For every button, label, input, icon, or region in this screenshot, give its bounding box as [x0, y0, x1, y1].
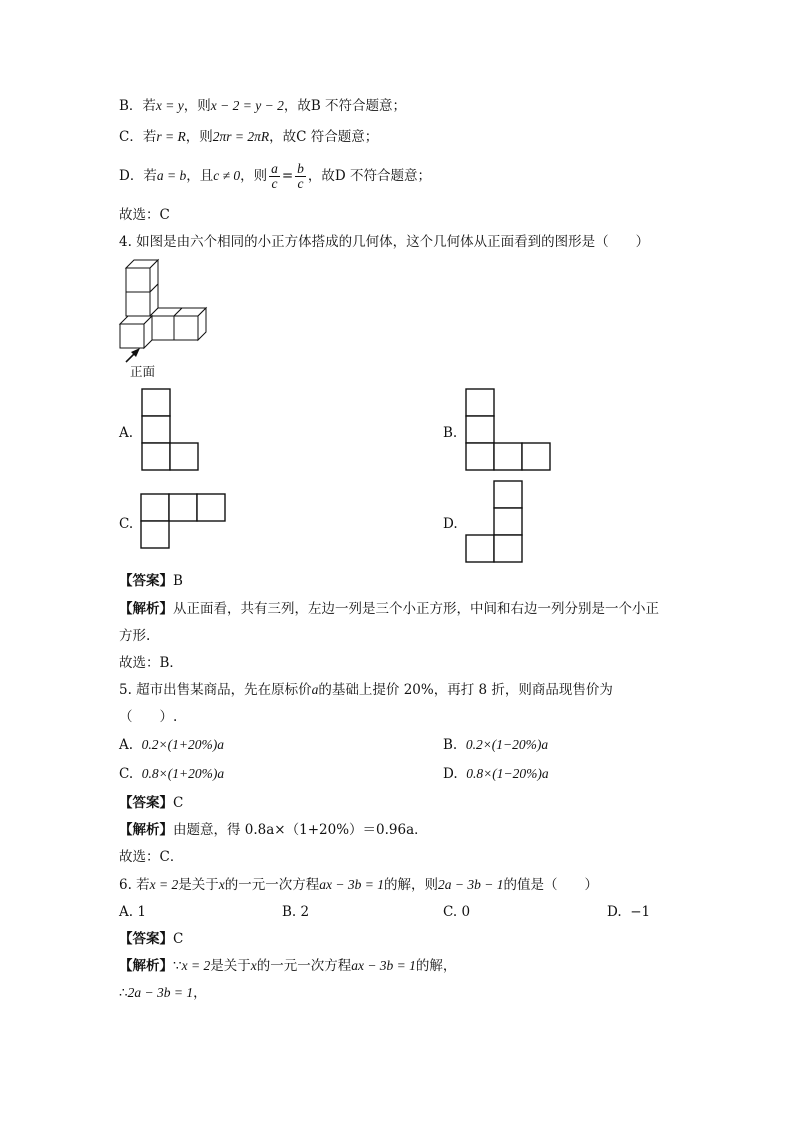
stem-text: 的一元一次方程 [224, 877, 320, 893]
option-label: C. [443, 904, 458, 920]
q6-option-d [607, 903, 650, 921]
q5-option-a [119, 736, 224, 754]
line-text: C．若 [119, 129, 157, 145]
fraction-denominator: c [271, 176, 278, 191]
q5-answer [119, 794, 183, 812]
analysis-tag: 【解析】 [119, 958, 173, 974]
q4-stem: 4. 如图是由六个相同的小正方体搭成的几何体，这个几何体从正面看到的图形是（ ） [119, 234, 650, 250]
option-label: B. [282, 904, 297, 920]
option-label: D. [443, 766, 458, 782]
option-label: C. [119, 766, 134, 782]
q4-option-b-label: B. [443, 425, 458, 441]
line-text: ，故C 符合题意； [269, 129, 379, 145]
line-text: ，则 [183, 98, 211, 114]
q5-stem-2: （ ）. [119, 709, 178, 725]
q4-option-b-figure [465, 388, 553, 472]
q4-option-a-figure [141, 388, 201, 472]
because-symbol: ∵ [173, 958, 182, 974]
answer-tag: 【答案】 [119, 573, 173, 589]
variable: x [218, 877, 225, 892]
equation: 2a − 3b − 1 [438, 877, 504, 892]
q6-conclusion [119, 984, 207, 1002]
line-text: B．若 [119, 98, 156, 114]
option-value: 2 [300, 904, 310, 920]
option-d-line [119, 160, 431, 192]
stem-text: 的解，则 [384, 877, 438, 893]
stem-text: 6. 若 [119, 877, 150, 893]
analysis-tag: 【解析】 [119, 822, 173, 838]
front-label: 正面 [130, 364, 156, 379]
q6-analysis [119, 957, 456, 975]
line-text: ，则 [240, 168, 268, 184]
analysis-text: 是关于 [210, 958, 251, 974]
equation: x = 2 [181, 958, 211, 973]
answer-value: C [173, 795, 184, 811]
fraction-denominator: c [297, 176, 304, 191]
equation: r = R [156, 129, 186, 144]
option-expression: 0.2×(1−20%)a [465, 737, 549, 752]
equals-sign: = [281, 168, 294, 184]
option-value: 1 [137, 904, 146, 920]
q4-choose: 故选：B． [119, 655, 183, 671]
stem-text: 的基础上提价 20%，再打 8 折，则商品现售价为 [318, 682, 613, 698]
variable: x [250, 958, 257, 973]
line-text: ，则 [185, 129, 213, 145]
line-text: ，且 [186, 168, 214, 184]
analysis-text: 由题意，得 0.8a×（1+20%）＝0.96a． [173, 822, 428, 838]
option-value: −1 [630, 904, 651, 920]
answer-value: C [173, 931, 184, 947]
q6-option-a [119, 903, 146, 921]
q6-option-c [443, 903, 470, 921]
q6-stem [119, 876, 598, 894]
analysis-text: 从正面看，共有三列，左边一列是三个小正方形，中间和右边一列分别是一个小正 [173, 601, 659, 617]
q5-option-d [443, 765, 549, 783]
answer-value: B [173, 573, 183, 589]
cube-figure [118, 258, 218, 358]
equation: x = 2 [149, 877, 179, 892]
answer-tag: 【答案】 [119, 931, 173, 947]
fraction [269, 162, 280, 191]
therefore-symbol: ∴ [119, 985, 128, 1001]
q4-option-c-label: C. [119, 516, 134, 532]
q4-option-c-figure [140, 493, 228, 551]
option-label: A. [119, 737, 134, 753]
equation: a = b [156, 168, 187, 183]
q6-option-b [282, 903, 309, 921]
q4-option-d-label: D. [443, 516, 458, 532]
variable: a [311, 682, 319, 697]
q4-analysis-2: 方形. [119, 628, 151, 644]
q4-option-a-label: A. [119, 425, 134, 441]
equation: ax − 3b = 1 [351, 958, 416, 973]
equation: 2πr = 2πR [212, 129, 270, 144]
stem-text: 是关于 [178, 877, 219, 893]
option-label: D. [607, 904, 622, 920]
analysis-text: ， [193, 985, 207, 1001]
equation: x = y [155, 98, 184, 113]
choose-line: 故选：C [119, 207, 170, 223]
option-expression: 0.8×(1+20%)a [141, 766, 225, 781]
equation: ax − 3b = 1 [319, 877, 384, 892]
stem-text: 5. 超市出售某商品，先在原标价 [119, 682, 312, 698]
q5-analysis [119, 821, 428, 839]
analysis-text: 的解， [415, 958, 457, 974]
equation: c ≠ 0 [213, 168, 241, 183]
q5-choose: 故选：C． [119, 849, 184, 865]
line-text: ，故B 不符合题意； [283, 98, 407, 114]
cube-row [150, 308, 206, 340]
option-b-line [119, 97, 406, 115]
fraction-numerator: b [297, 161, 304, 176]
option-value: 0 [461, 904, 471, 920]
option-c-line [119, 128, 378, 146]
front-cube [120, 316, 152, 348]
stem-text: 的值是（ ） [503, 877, 598, 893]
q4-analysis-1 [119, 600, 659, 618]
q5-option-c [119, 765, 224, 783]
option-expression: 0.2×(1+20%)a [141, 737, 224, 752]
fraction-numerator: a [271, 161, 278, 176]
option-label: B. [443, 737, 458, 753]
equation: x − 2 = y − 2 [210, 98, 284, 113]
q4-answer [119, 572, 183, 590]
q4-option-d-figure [465, 480, 525, 564]
q5-stem [119, 681, 613, 699]
q5-option-b [443, 736, 548, 754]
answer-tag: 【答案】 [119, 795, 173, 811]
equation: 2a − 3b = 1 [127, 985, 194, 1000]
line-text: D．若 [119, 168, 157, 184]
analysis-tag: 【解析】 [119, 601, 173, 617]
analysis-text: 的一元一次方程 [256, 958, 352, 974]
option-expression: 0.8×(1−20%)a [466, 766, 549, 781]
fraction [295, 162, 306, 191]
q6-answer [119, 930, 183, 948]
line-text: ，故D 不符合题意； [307, 168, 432, 184]
option-label: A. [119, 904, 134, 920]
front-arrow-icon [126, 348, 140, 362]
cube-column [126, 260, 158, 316]
